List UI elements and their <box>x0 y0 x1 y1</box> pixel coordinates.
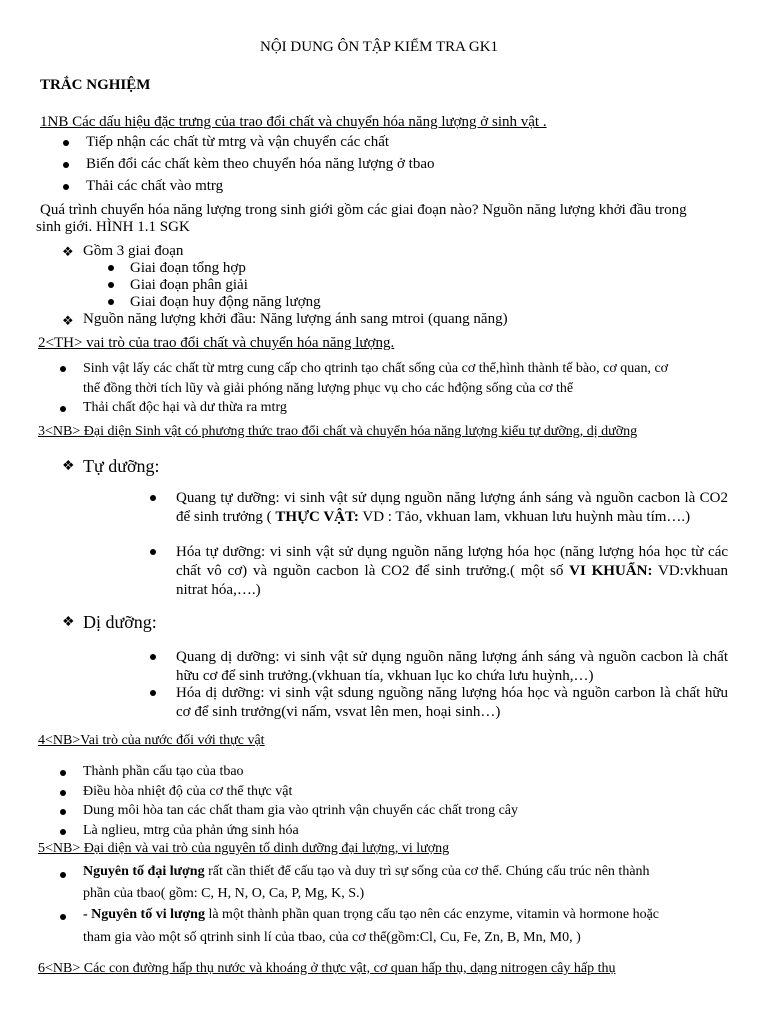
term-label: Quang dị dưỡng: <box>176 649 280 665</box>
bold-label: VI KHUẨN: <box>569 563 653 579</box>
q5-micro-line-2: tham gia vào một số qtrinh sinh lí của tbao, của cơ thể(gồm:Cl, Cu, Fe, Zn, B, Mn, M0, ) <box>83 930 581 945</box>
q2-heading: 2<TH> vai trò của trao đổi chất và chuyển hóa năng lượng. <box>38 335 395 351</box>
q5-heading: 5<NB> Đại diện và vai trò của nguyên tố dinh dưỡng đại lượng, vi lượng <box>38 841 450 856</box>
q1-question-line-1: Quá trình chuyển hóa năng lượng trong sinh giới gồm các giai đoạn nào? Nguồn năng lượng khởi đầu trong <box>40 202 687 218</box>
bullet-dot <box>150 549 156 555</box>
q3-photo-autotroph <box>176 489 728 527</box>
description-text: vi sinh vật sdung nguồng năng lượng hóa học và nguồn carbon là chất hữu cơ để sinh trưởng(vi nấm, vsvat lên men, hoại sinh…) <box>176 685 729 720</box>
q3-heterotroph-label: Dị dưỡng: <box>83 612 157 632</box>
bullet-dot <box>60 809 66 815</box>
diamond-bullet-icon: ❖ <box>62 615 75 630</box>
term-label: Hóa dị dưỡng: <box>176 685 265 701</box>
q6-heading: 6<NB> Các con đường hấp thụ nước và khoáng ở thực vật, cơ quan hấp thụ, dạng nitrogen cây hấp thụ <box>38 961 616 976</box>
bullet-dot <box>150 495 156 501</box>
term-label: Quang tự dưỡng: <box>176 490 280 506</box>
q3-heading: 3<NB> Đại diện Sinh vật có phương thức trao đổi chất và chuyển hóa năng lượng kiểu tự dưỡng, dị dưỡng <box>38 424 638 439</box>
description-text: vi sinh vật sử dụng nguồn năng lượng ánh sáng và nguồn cacbon là chất hữu cơ để sinh trưởng.(vkhuan tía, vkhuan lục ko chứa lưu huỳnh,…) <box>176 649 729 684</box>
q1-stage-3: Giai đoạn huy động năng lượng <box>130 294 321 310</box>
bullet-dot <box>60 770 66 776</box>
bullet-dot <box>108 282 114 288</box>
bullet-dot <box>108 299 114 305</box>
q1-stage-1: Giai đoạn tổng hợp <box>130 260 246 276</box>
q5-macro-line-1 <box>83 864 650 880</box>
bullet-dot <box>63 184 69 190</box>
q1-stage-2: Giai đoạn phân giải <box>130 277 248 293</box>
micro-description: là một thành phần quan trọng cấu tạo nên các enzyme, vitamin và hormone hoặc <box>208 907 660 922</box>
q1-energy-source: Nguồn năng lượng khởi đầu: Năng lượng ánh sang mtroi (quang năng) <box>83 311 508 327</box>
bullet-dot <box>60 790 66 796</box>
bullet-dot <box>60 872 66 878</box>
page-title: NỘI DUNG ÔN TẬP KIỂM TRA GK1 <box>260 39 499 55</box>
bullet-dot <box>60 914 66 920</box>
bold-label: THỰC VẬT: <box>275 509 359 525</box>
q4-bullet-2: Điều hòa nhiệt độ của cơ thể thực vật <box>83 784 293 799</box>
bullet-dot <box>108 265 114 271</box>
q1-heading: 1NB Các dấu hiệu đặc trưng của trao đổi chất và chuyển hóa năng lượng ở sinh vật . <box>40 114 547 130</box>
q2-bullet-2: Thải chất độc hại và dư thừa ra mtrg <box>83 400 287 415</box>
bullet-dot <box>60 406 66 412</box>
diamond-bullet-icon: ❖ <box>62 313 74 328</box>
description-text: vi sinh vật sử dụng nguồn năng lượng hóa học (năng lượng hóa học từ các chất vô cơ) và nguồn cacbon là CO2 để sinh trưởng.( một số <box>176 544 729 579</box>
bullet-dot <box>60 366 66 372</box>
description-text: vi sinh vật sử dụng nguồn năng lượng ánh sáng và nguồn cacbon là CO2 để sinh trưởng ( <box>176 490 728 525</box>
q1-stages-label: Gồm 3 giai đoạn <box>83 243 184 259</box>
q4-bullet-4: Là nglieu, mtrg của phản ứng sinh hóa <box>83 823 299 838</box>
term-label: Hóa tự dưỡng: <box>176 544 266 560</box>
diamond-bullet-icon: ❖ <box>62 459 75 474</box>
description-text: VD : Tảo, vkhuan lam, vkhuan lưu huỳnh màu tím….) <box>362 509 691 525</box>
q3-chemo-autotroph <box>176 543 728 600</box>
q2-bullet-1-line-2: thể đồng thời tích lũy và giải phóng năng lượng phục vụ cho các hđộng sống của cơ thể <box>83 381 574 396</box>
q1-question-line-2: sinh giới. HÌNH 1.1 SGK <box>36 219 190 235</box>
bullet-dot <box>150 654 156 660</box>
description-text: VD:vkhuan nitrat hóa,….) <box>176 563 729 598</box>
q4-bullet-1: Thành phần cấu tạo của tbao <box>83 764 244 779</box>
q1-bullet-1: Tiếp nhận các chất từ mtrg và vận chuyển các chất <box>86 134 390 150</box>
diamond-bullet-icon: ❖ <box>62 244 74 259</box>
bullet-dot <box>63 140 69 146</box>
q1-bullet-2: Biến đổi các chất kèm theo chuyển hóa năng lượng ở tbao <box>86 156 435 172</box>
micro-term: - Nguyên tố vi lượng <box>83 907 205 922</box>
q3-chemo-heterotroph <box>176 684 728 722</box>
bullet-dot <box>150 690 156 696</box>
bullet-dot <box>63 162 69 168</box>
macro-description: rất cần thiết để cấu tạo và duy trì sự sống của cơ thể. Chúng cấu trúc nên thành <box>208 864 650 879</box>
q4-heading: 4<NB>Vai trò của nước đối với thực vật <box>38 733 265 748</box>
q3-photo-heterotroph <box>176 648 728 686</box>
q3-autotroph-label: Tự dưỡng: <box>83 456 160 476</box>
q2-bullet-1-line-1: Sinh vật lấy các chất từ mtrg cung cấp cho qtrinh tạo chất sống của cơ thể,hình thành tế bào, cơ quan, cơ <box>83 361 669 376</box>
section-heading: TRẮC NGHIỆM <box>40 77 151 93</box>
q1-bullet-3: Thải các chất vào mtrg <box>86 178 224 194</box>
q5-macro-line-2: phần của tbao( gồm: C, H, N, O, Ca, P, Mg, K, S.) <box>83 886 365 901</box>
macro-term: Nguyên tố đại lượng <box>83 864 205 879</box>
q5-micro-line-1 <box>83 907 659 923</box>
q4-bullet-3: Dung môi hòa tan các chất tham gia vào qtrinh vận chuyển các chất trong cây <box>83 803 518 818</box>
bullet-dot <box>60 829 66 835</box>
